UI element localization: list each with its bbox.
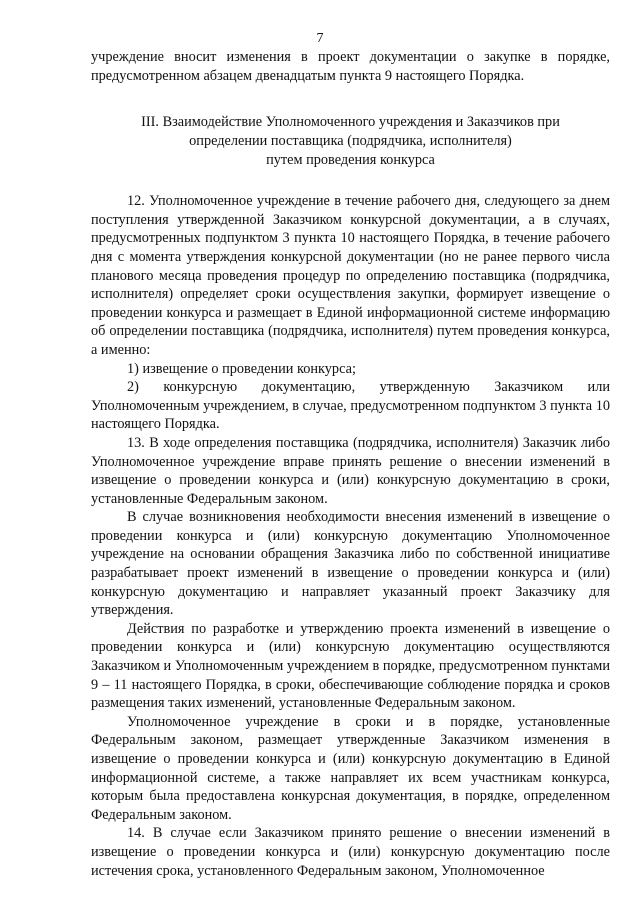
paragraph-13-amendments: В случае возникновения необходимости внесения изменений в извещение о проведении конкурса и (или) конкурсную документацию Уполномоченное учреждение на основании обращения Заказчика либо по собственной инициативе разрабатывает проект изменений в извещение о проведении конкурса и (или) конкурсную документацию и направляет указанный проект Заказчику для утверждения. [91, 509, 610, 619]
section-heading-line-3: путем проведения конкурса [266, 152, 435, 169]
paragraph-item-14: 14. В случае если Заказчиком принято решение о внесении изменений в извещение о проведении конкурса и (или) конкурсную документацию после истечения срока, установленного Федеральным законом, Уполномоченное [91, 825, 610, 879]
paragraph-item-12: 12. Уполномоченное учреждение в течение рабочего дня, следующего за днем поступления утвержденной Заказчиком конкурсной документации, а в случаях, предусмотренных подпунктом 3 пункта 10 настоящего Порядка, в течение рабочего дня с момента утверждения конкурсной документации (но не ранее первого числа планового месяца проведения процедур по определению поставщика (подрядчика, исполнителя) определяет сроки осуществления закупки, формирует извещение о проведении конкурса и размещает в Единой информационной системе информацию об определении поставщика (подрядчика, исполнителя) путем проведения конкурса, а именно: [91, 193, 610, 358]
paragraph-item-13: 13. В ходе определения поставщика (подрядчика, исполнителя) Заказчик либо Уполномоченное учреждение вправе принять решение о внесении изменений в извещение о проведении конкурса и (или) конкурсную документацию в сроки, установленные Федеральным законом. [91, 434, 610, 507]
paragraph-13-publication: Уполномоченное учреждение в сроки и в порядке, установленные Федеральным законом, размещает утвержденные Заказчиком изменения в извещение о проведении конкурса и (или) конкурсную документацию в Единой информационной системе, а также направляет их всем участникам конкурса, которым была предоставлена конкурсная документация, в порядке, определенном Федеральным законом. [91, 713, 610, 823]
subitem-12-1: 1) извещение о проведении конкурса; [127, 360, 356, 377]
section-heading [91, 113, 610, 170]
paragraph-continuation: учреждение вносит изменения в проект документации о закупке в порядке, предусмотренном абзацем двенадцатым пункта 9 настоящего Порядка. [91, 49, 610, 84]
paragraph-13-approval: Действия по разработке и утверждению проекта изменений в извещение о проведении конкурса и (или) конкурсную документацию осуществляются Заказчиком и Уполномоченным учреждением в порядке, предусмотренном пунктами 9 – 11 настоящего Порядка, в сроки, обеспечивающие соблюдение порядка и сроков размещения таких изменений, установленные Федеральным законом. [91, 620, 610, 712]
section-heading-line-1: III. Взаимодействие Уполномоченного учреждения и Заказчиков при [141, 114, 560, 131]
subitem-12-2: 2) конкурсную документацию, утвержденную Заказчиком или Уполномоченным учреждением, в случае, предусмотренном подпунктом 3 пункта 10 настоящего Порядка. [91, 379, 610, 433]
section-heading-line-2: определении поставщика (подрядчика, исполнителя) [189, 133, 512, 150]
page-number: 7 [316, 31, 324, 46]
page-body [91, 48, 610, 880]
